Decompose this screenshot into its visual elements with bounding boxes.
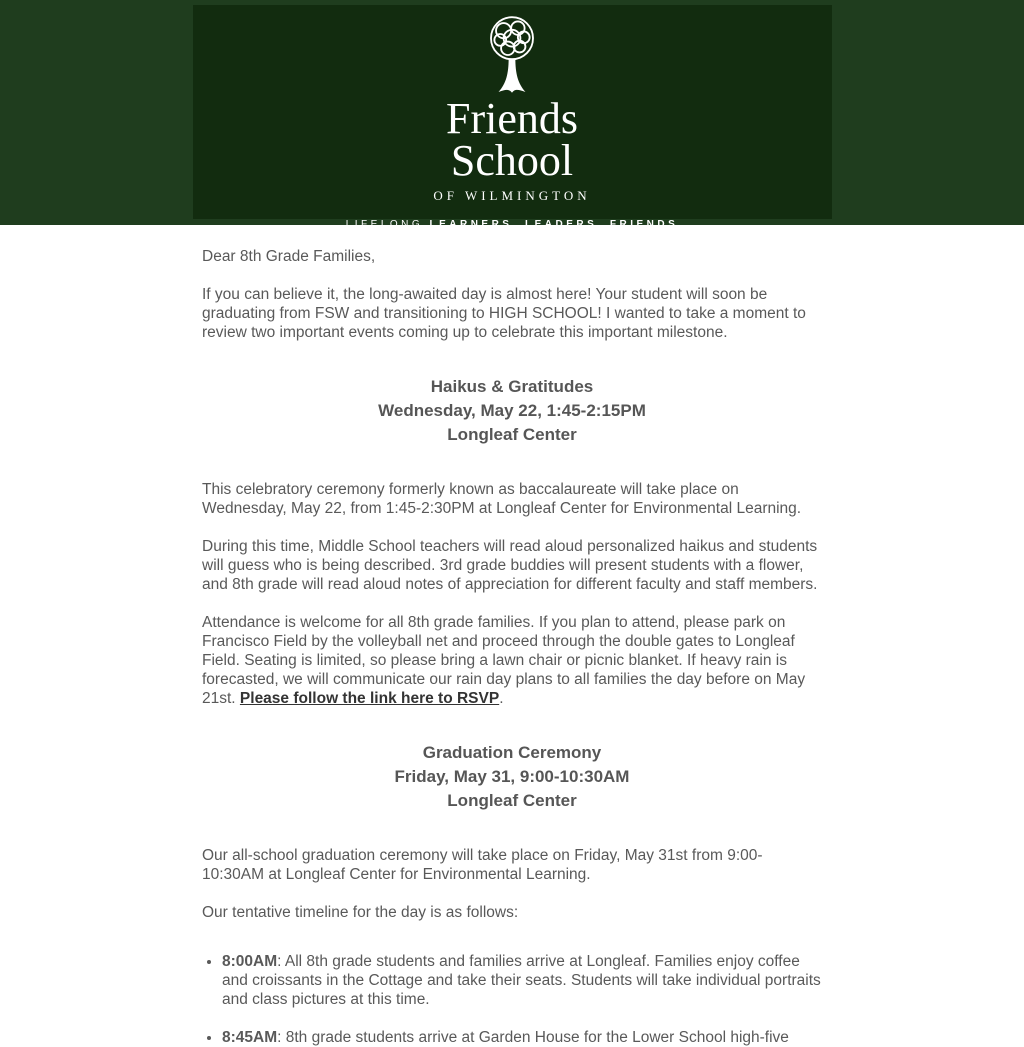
event2-heading <box>202 741 822 813</box>
logo-name-line2: School <box>450 136 574 186</box>
tree-icon <box>193 13 832 97</box>
header-band <box>0 0 1024 230</box>
event1-heading <box>202 375 822 447</box>
event1-paragraph-1: This celebratory ceremony formerly known as baccalaureate will take place on Wednesday, May 22, from 1:45-2:30PM at Longleaf Center for Environmental Learning. <box>202 481 802 517</box>
event1-paragraph-3 <box>202 613 822 708</box>
event1-paragraph-2: During this time, Middle School teachers will read aloud personalized haikus and students will guess who is being described. 3rd grade buddies will present students with a flower, and 8th grade will read aloud notes of appreciation for different faculty and staff members. <box>202 538 818 593</box>
email-body <box>202 225 822 1047</box>
logo-subtitle: OF WILMINGTON <box>433 187 591 203</box>
event2-datetime: Friday, May 31, 9:00-10:30AM <box>394 767 630 786</box>
timeline-item <box>222 952 822 1009</box>
event1-title: Haikus & Gratitudes <box>430 377 594 396</box>
timeline-time: 8:00AM <box>222 953 278 970</box>
timeline-list <box>202 952 822 1047</box>
timeline-text: : All 8th grade students and families arrive at Longleaf. Families enjoy coffee and croissants in the Cottage and take their seats. Students will take individual portraits and class pictures at this time. <box>222 953 821 1008</box>
event2-paragraph-1: Our all-school graduation ceremony will take place on Friday, May 31st from 9:00-10:30AM at Longleaf Center for Environmental Learning. <box>202 847 763 883</box>
event2-paragraph-2: Our tentative timeline for the day is as follows: <box>202 904 519 921</box>
logo-name-line1: Friends <box>446 94 578 143</box>
timeline-item <box>222 1028 822 1047</box>
salutation: Dear 8th Grade Families, <box>202 248 376 265</box>
event1-p3-text: Attendance is welcome for all 8th grade families. If you plan to attend, please park on Francisco Field by the volleyball net and proceed through the double gates to Longleaf Field. Seating is limited, so please bring a lawn chair or picnic blanket. If heavy rain is forecasted, we will communicate our rain day plans to all families the day before on May 21st. <box>202 614 806 707</box>
tagline-bold: LEARNERS, LEADERS, FRIENDS <box>429 218 679 230</box>
school-logo <box>193 5 832 230</box>
rsvp-link[interactable]: Please follow the link here to RSVP <box>239 690 500 707</box>
tagline-light: LIFELONG <box>345 218 424 230</box>
event1-datetime: Wednesday, May 22, 1:45-2:15PM <box>378 401 646 420</box>
event2-title: Graduation Ceremony <box>422 743 602 762</box>
event1-location: Longleaf Center <box>447 425 577 444</box>
timeline-time: 8:45AM <box>222 1029 278 1046</box>
intro-paragraph: If you can believe it, the long-awaited day is almost here! Your student will soon be graduating from FSW and transitioning to HIGH SCHOOL! I wanted to take a moment to review two important events coming up to celebrate this important milestone. <box>202 286 806 341</box>
event2-location: Longleaf Center <box>447 791 577 810</box>
timeline-text: : 8th grade students arrive at Garden House for the Lower School high-five <box>277 1029 789 1046</box>
event1-p3-period: . <box>499 690 504 707</box>
